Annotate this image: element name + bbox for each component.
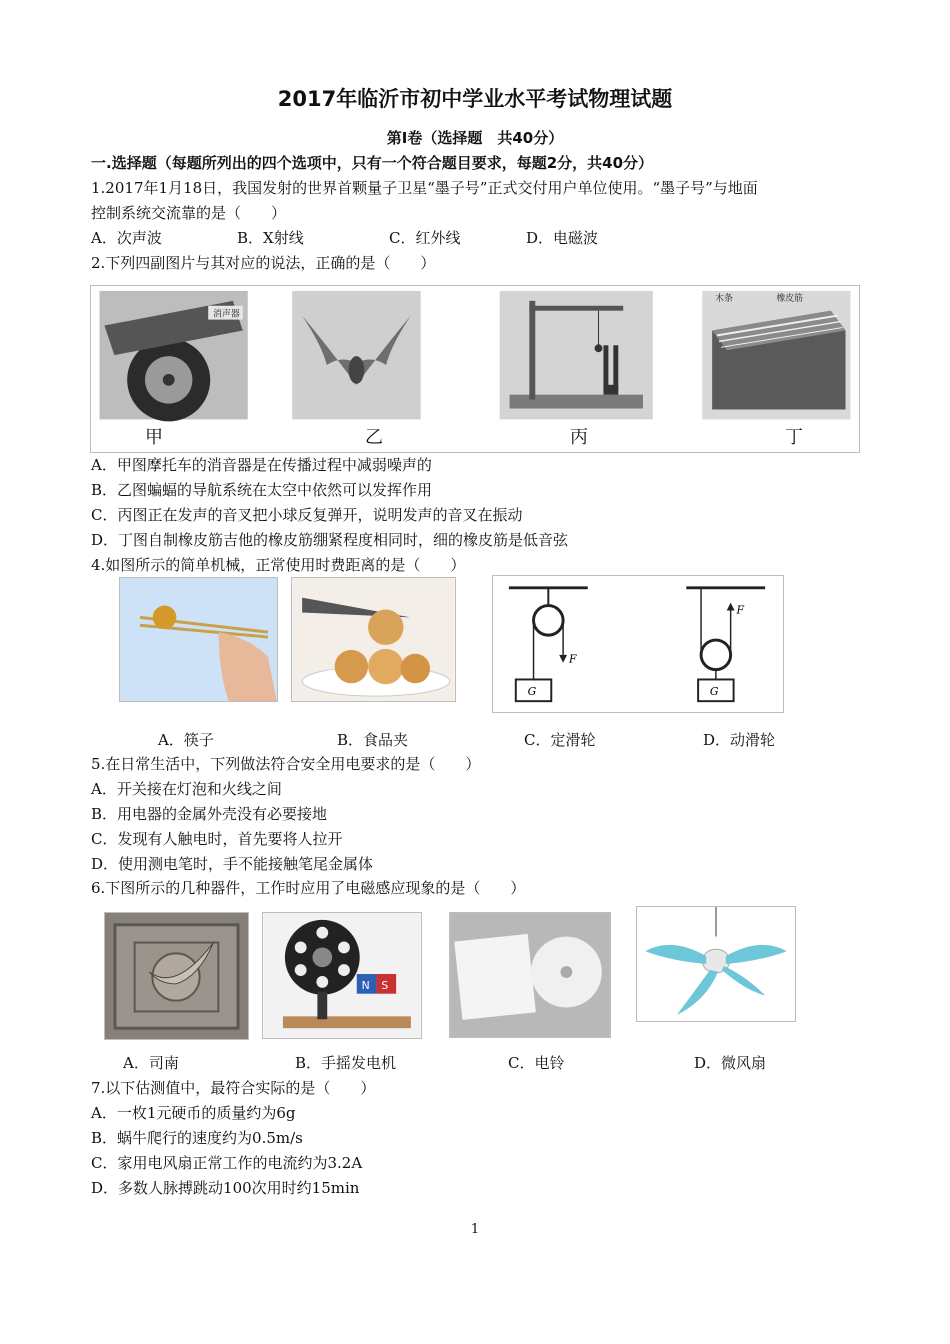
q2-option-a: A．甲图摩托车的消音器是在传播过程中减弱噪声的 — [91, 456, 432, 474]
q6-magnet-n: N — [361, 978, 370, 992]
q7-option-c: C．家用电风扇正常工作的电流约为3.2A — [91, 1154, 363, 1172]
page-number: 1 — [470, 1222, 480, 1237]
q4-option-a: A．筷子 — [158, 731, 214, 749]
q2-rubber-band-label: 橡皮筋 — [776, 293, 803, 304]
q5-stem: 5.在日常生活中，下列做法符合安全用电要求的是（ ） — [91, 755, 481, 773]
q4-force-f-left: F — [569, 652, 577, 666]
q4-stem: 4.如图所示的简单机械，正常使用时费距离的是（ ） — [91, 556, 466, 574]
q4-chopsticks-image — [119, 577, 278, 702]
q2-figure-drawing — [91, 286, 859, 452]
q4-force-f-right: F — [736, 603, 745, 617]
q5-option-c: C．发现有人触电时，首先要将人拉开 — [91, 830, 343, 848]
q6-compass-image — [104, 912, 249, 1040]
q1-option-a: A．次声波 — [91, 229, 162, 247]
q1-option-d: D．电磁波 — [526, 229, 599, 247]
q7-option-d: D．多数人脉搏跳动100次用时约15min — [91, 1179, 360, 1197]
q5-option-a: A．开关接在灯泡和火线之间 — [91, 780, 282, 798]
q2-label-yi: 乙 — [365, 427, 383, 448]
q6-mini-fan-image — [636, 906, 796, 1022]
q6-option-c: C．电铃 — [508, 1054, 565, 1072]
q4-weight-g-left: G — [527, 685, 537, 699]
q4-weight-g-right: G — [709, 685, 719, 699]
q1-stem-line1: 1.2017年1月18日，我国发射的世界首颗量子卫星“墨子号”正式交付用户单位使用。“墨子号”与地面 — [91, 179, 758, 197]
q7-option-a: A．一枚1元硬币的质量约为6g — [91, 1104, 296, 1122]
page-title: 2017年临沂市初中学业水平考试物理试题 — [277, 87, 673, 111]
q4-food-tongs-image — [291, 577, 456, 702]
q6-option-d: D．微风扇 — [694, 1054, 767, 1072]
q2-label-ding: 丁 — [785, 427, 803, 448]
q1-option-c: C．红外线 — [389, 229, 461, 247]
q2-option-b: B．乙图蝙蝠的导航系统在太空中依然可以发挥作用 — [91, 481, 433, 499]
q2-label-jia: 甲 — [145, 427, 163, 448]
q2-wood-strip-label: 木条 — [715, 293, 733, 304]
q7-stem: 7.以下估测值中，最符合实际的是（ ） — [91, 1079, 376, 1097]
q2-option-c: C．丙图正在发声的音叉把小球反复弹开，说明发声的音叉在振动 — [91, 506, 523, 524]
q6-option-a: A．司南 — [123, 1054, 179, 1072]
q7-option-b: B．蜗牛爬行的速度约为0.5m/s — [91, 1129, 303, 1147]
q4-option-d: D．动滑轮 — [703, 731, 776, 749]
q1-option-b: B．X射线 — [237, 229, 304, 247]
section-subtitle: 第Ⅰ卷（选择题 共40分） — [386, 129, 564, 147]
q1-stem-line2: 控制系统交流靠的是（ ） — [91, 204, 287, 222]
q2-label-bing: 丙 — [570, 427, 588, 448]
q6-magnet-s: S — [381, 978, 389, 992]
q5-option-d: D．使用测电笔时，手不能接触笔尾金属体 — [91, 855, 374, 873]
q5-option-b: B．用电器的金属外壳没有必要接地 — [91, 805, 328, 823]
q2-muffler-label: 消声器 — [213, 309, 240, 320]
q6-electric-bell-image — [449, 912, 611, 1038]
section-instructions: 一.选择题（每题所列出的四个选项中，只有一个符合题目要求，每题2分，共40分） — [91, 154, 654, 172]
q6-hand-generator-image — [262, 912, 422, 1039]
q2-stem: 2.下列四副图片与其对应的说法，正确的是（ ） — [91, 254, 436, 272]
q4-option-c: C．定滑轮 — [524, 731, 596, 749]
q6-option-b: B．手摇发电机 — [295, 1054, 397, 1072]
q6-stem: 6.下图所示的几种器件，工作时应用了电磁感应现象的是（ ） — [91, 879, 526, 897]
q2-option-d: D．丁图自制橡皮筋吉他的橡皮筋绷紧程度相同时，细的橡皮筋是低音弦 — [91, 531, 569, 549]
q2-figure-panel — [90, 285, 860, 453]
q4-option-b: B．食品夹 — [337, 731, 409, 749]
q4-pulley-image — [492, 575, 784, 713]
